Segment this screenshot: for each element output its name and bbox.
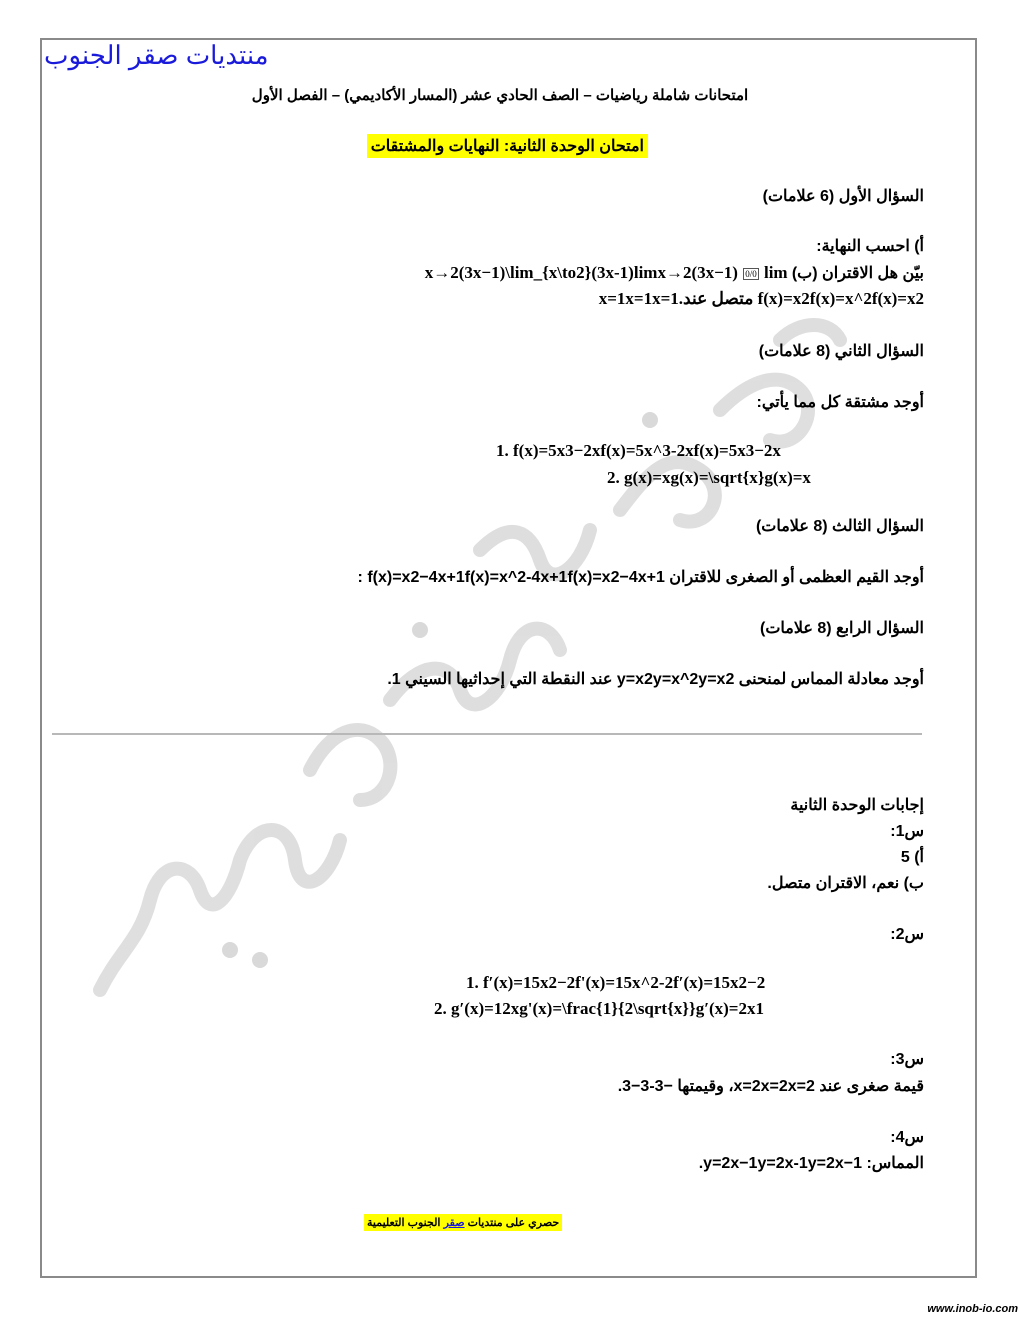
q1-part-b-line2: x=1x=1x=1.متصل عند f(x)=x2f(x)=x^2f(x)=x2 [598,289,924,308]
q1-part-b-math: x→2(3x−1)\lim_{x\to2}(3x-1)limx→2(3x−1) [424,263,738,282]
answer-1-b: ب) نعم، الاقتران متصل. [767,875,924,892]
answer-1-a: أ) 5 [900,849,924,866]
answers-heading: إجابات الوحدة الثانية [790,797,924,814]
exam-subtitle: امتحانات شاملة رياضيات – الصف الحادي عشر (المسار الأكاديمي) – الفصل الأول [251,87,749,104]
q3-heading: السؤال الثالث (8 علامات) [755,518,924,535]
answer-1-label: س1: [890,823,924,840]
footer-forum-link[interactable]: صقر [443,1217,465,1229]
q2-item-2: 2. g(x)=xg(x)=\sqrt{x}g(x)=x [607,468,811,487]
brand-title: منتديات صقر الجنوب [44,40,269,70]
unit-title: امتحان الوحدة الثانية: النهايات والمشتقات [367,134,648,158]
footer-note-post: الجنوب التعليمية [367,1217,444,1229]
q1-part-b-text: (ب) بيّن هل الاقتران [791,265,924,282]
q2-heading: السؤال الثاني (8 علامات) [758,343,924,360]
q2-item-1: 1. f(x)=5x3−2xf(x)=5x^3-2xf(x)=5x3−2x [496,441,781,460]
q4-prompt: أوجد معادلة المماس لمنحنى y=x2y=x^2y=x2 عند النقطة التي إحداثيها السيني 1. [387,671,924,688]
q1-box-glyph: 0/0 [745,269,757,280]
site-url[interactable]: www.inob-io.com [927,1303,1018,1315]
q1-part-b-line1 [425,263,924,283]
answer-2-item-1: 1. f′(x)=15x2−2f'(x)=15x^2-2f′(x)=15x2−2 [466,973,766,992]
answer-3-text: قيمة صغرى عند x=2x=2x=2، وقيمتها −3-3−3. [617,1078,924,1095]
q1-heading: السؤال الأول (6 علامات) [762,188,924,205]
section-divider [52,733,922,735]
q3-prompt: أوجد القيم العظمى أو الصغرى للاقتران f(x)=x2−4x+1f(x)=x^2-4x+1f(x)=x2−4x+1 : [357,569,924,586]
q1-lim: lim [763,263,788,282]
answer-4-text: المماس: y=2x−1y=2x-1y=2x−1. [698,1155,924,1172]
footer-note-pre: حصري على منتديات [464,1217,560,1229]
footer-note [364,1214,562,1231]
q4-heading: السؤال الرابع (8 علامات) [760,620,924,637]
q2-prompt: أوجد مشتقة كل مما يأتي: [756,394,924,411]
answer-4-label: س4: [890,1129,924,1146]
q1-part-a: أ) احسب النهاية: [816,238,924,255]
answer-2-item-2: 2. g′(x)=12xg'(x)=\frac{1}{2\sqrt{x}}g′(x)=2x1 [434,999,764,1018]
answer-2-label: س2: [890,926,924,943]
answer-3-label: س3: [890,1051,924,1068]
